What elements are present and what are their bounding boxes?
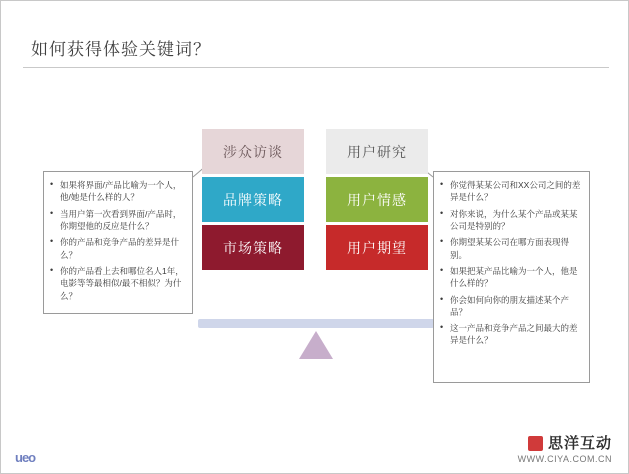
brand-row [518,432,612,453]
column-stakeholder [202,129,304,270]
brand-block [518,432,612,464]
block-market-strategy[interactable]: 市场策略 [202,225,304,270]
list-item: • 你会如何向你的朋友描述某个产品？ [440,294,581,319]
diagram-columns [202,129,428,270]
brand-name: 思洋互动 [547,435,612,452]
page-title: 如何获得体验关键词？ [31,40,211,59]
list-item: • 你觉得某某公司和XX公司之间的差异是什么？ [440,179,581,204]
callout-right-list [440,179,581,347]
fulcrum-triangle-icon [299,331,333,359]
block-user-expectation[interactable]: 用户期望 [326,225,428,270]
list-item: • 你的产品看上去和哪位名人1年，电影等等最相似/最不相似？为什么？ [50,265,184,302]
list-item: • 如果将界面/产品比喻为一个人，他/她是什么样的人？ [50,179,184,204]
balance-bar [198,319,434,328]
brand-url: WWW.CIYA.COM.CN [517,454,612,464]
block-brand-strategy[interactable]: 品牌策略 [202,177,304,222]
callout-left [43,171,193,314]
list-item: • 你的产品和竞争产品的差异是什么？ [50,236,184,261]
title-divider [23,67,609,68]
block-user-emotion[interactable]: 用户情感 [326,177,428,222]
list-item: • 对你来说，为什么某个产品或某某公司是特别的？ [440,208,581,233]
list-item: • 你期望某某公司在哪方面表现得别。 [440,236,581,261]
list-item: • 如果把某产品比喻为一个人，他是什么样的？ [440,265,581,290]
ueo-logo: ueo [15,450,36,465]
callout-right [433,171,590,383]
brand-mark-icon [528,436,543,451]
block-stakeholder-interview[interactable]: 涉众访谈 [202,129,304,174]
callout-left-list [50,179,184,302]
list-item: • 当用户第一次看到界面/产品时，你期望他的反应是什么？ [50,208,184,233]
block-user-research[interactable]: 用户研究 [326,129,428,174]
column-user [326,129,428,270]
list-item: • 这一产品和竞争产品之间最大的差异是什么？ [440,322,581,347]
